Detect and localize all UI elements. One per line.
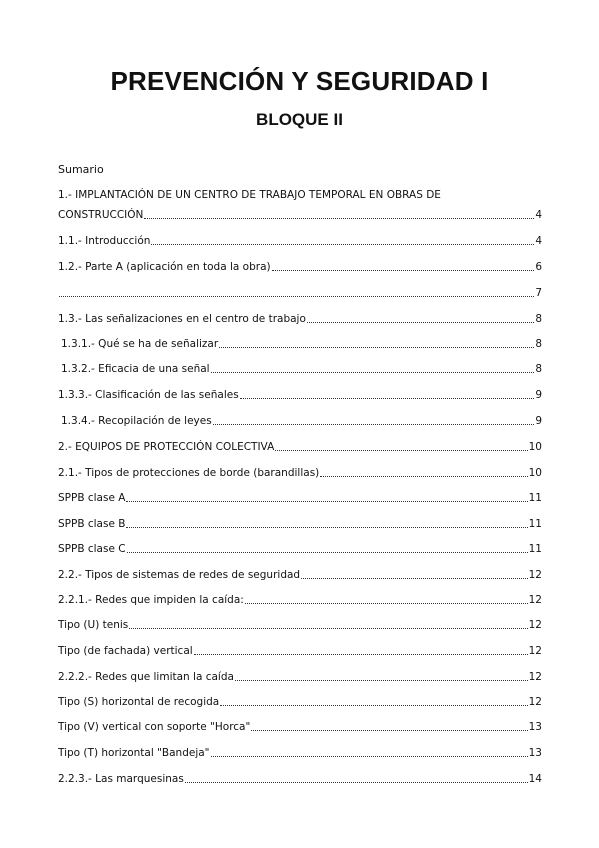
dot-leader (59, 295, 534, 297)
toc-entry-label: SPPB clase A (58, 492, 126, 504)
toc-entry-label: SPPB clase B (58, 518, 126, 530)
toc-entry-label: CONSTRUCCIÓN (58, 209, 144, 221)
toc-entry-page: 7 (535, 287, 542, 299)
toc-entry-label: Tipo (S) horizontal de recogida (58, 696, 220, 708)
toc-entry[interactable] (58, 668, 542, 684)
toc-entry-label: 2.- EQUIPOS DE PROTECCIÓN COLECTIVA (58, 441, 275, 453)
toc-entry[interactable] (58, 693, 542, 709)
toc-entry-line1[interactable]: 1.- IMPLANTACIÓN DE UN CENTRO DE TRABAJO TEMPORAL EN OBRAS DE (58, 189, 441, 201)
toc-entry-label: 1.3.4.- Recopilación de leyes (61, 415, 212, 427)
toc-entry-page: 4 (535, 209, 542, 221)
toc-entry[interactable] (58, 310, 542, 326)
toc-heading: Sumario (58, 163, 104, 176)
dot-leader (213, 423, 535, 425)
toc-entry-label: Tipo (T) horizontal "Bandeja" (58, 747, 210, 759)
dot-leader (307, 321, 534, 323)
dot-leader (219, 346, 534, 348)
toc-entry-page: 13 (528, 721, 542, 733)
toc-entry-page: 8 (535, 338, 542, 350)
toc-entry-page: 12 (528, 619, 542, 631)
dot-leader (235, 679, 528, 681)
dot-leader (251, 729, 527, 731)
dot-leader (275, 449, 527, 451)
toc-entry-page: 8 (535, 363, 542, 375)
dot-leader (272, 269, 535, 271)
document-title: PREVENCIÓN Y SEGURIDAD I (110, 66, 489, 96)
toc-entry-page: 11 (528, 543, 542, 555)
toc-entry-label: SPPB clase C (58, 543, 126, 555)
toc-entry[interactable] (58, 360, 542, 376)
toc-entry[interactable] (58, 540, 542, 556)
toc-entry-label: 2.1.- Tipos de protecciones de borde (barandillas) (58, 467, 320, 479)
dot-leader (144, 217, 534, 219)
dot-leader (129, 627, 527, 629)
toc-entry-label: 1.3.- Las señalizaciones en el centro de trabajo (58, 313, 306, 325)
toc-entry-label: 2.2.1.- Redes que impiden la caída: (58, 594, 244, 606)
toc-entry-label: Tipo (U) tenis (58, 619, 129, 631)
toc-entry-label: 2.2.2.- Redes que limitan la caída (58, 671, 234, 683)
toc-entry-page: 12 (528, 696, 542, 708)
toc-entry[interactable] (58, 258, 542, 274)
dot-leader (126, 500, 527, 502)
dot-leader (185, 781, 528, 783)
toc-entry[interactable] (58, 489, 542, 505)
toc-entry[interactable] (58, 386, 542, 402)
toc-entry[interactable] (58, 232, 542, 248)
toc-entry-label: 2.2.3.- Las marquesinas (58, 773, 184, 785)
toc-entry[interactable] (58, 412, 542, 428)
dot-leader (245, 602, 528, 604)
toc-entry-page: 11 (528, 492, 542, 504)
toc-entry-label: 1.1.- Introducción (58, 235, 151, 247)
toc-entry-page: 10 (528, 441, 542, 453)
toc-entry-page: 10 (528, 467, 542, 479)
dot-leader (126, 526, 527, 528)
toc-entry-page: 12 (528, 594, 542, 606)
toc-entry-page: 9 (535, 415, 542, 427)
dot-leader (220, 704, 527, 706)
toc-entry-page: 8 (535, 313, 542, 325)
toc-entry[interactable] (58, 515, 542, 531)
dot-leader (211, 371, 535, 373)
toc-entry-label: 1.2.- Parte A (aplicación en toda la obra) (58, 261, 271, 273)
toc-entry-label: 1.3.3.- Clasificación de las señales (58, 389, 239, 401)
toc-entry-page: 13 (528, 747, 542, 759)
dot-leader (240, 397, 535, 399)
toc-entry[interactable] (58, 744, 542, 760)
dot-leader (320, 475, 527, 477)
toc-entry[interactable] (58, 464, 542, 480)
toc-entry-label: 1.3.1.- Qué se ha de señalizar (61, 338, 219, 350)
toc-entry-page: 12 (528, 645, 542, 657)
toc-entry[interactable] (58, 206, 542, 222)
dot-leader (127, 551, 528, 553)
toc-entry-page: 4 (535, 235, 542, 247)
dot-leader (151, 243, 534, 245)
toc-entry-page: 12 (528, 569, 542, 581)
toc-entry[interactable] (58, 642, 542, 658)
toc-entry-page: 14 (528, 773, 542, 785)
toc-entry-label: Tipo (V) vertical con soporte "Horca" (58, 721, 251, 733)
toc-entry-page: 9 (535, 389, 542, 401)
dot-leader (301, 577, 528, 579)
toc-entry-page: 11 (528, 518, 542, 530)
toc-entry-label: 1.3.2.- Eficacia de una señal (61, 363, 210, 375)
toc-entry-label: Tipo (de fachada) vertical (58, 645, 193, 657)
toc-entry[interactable] (58, 718, 542, 734)
toc-entry[interactable] (58, 566, 542, 582)
document-subtitle: BLOQUE II (256, 110, 343, 129)
dot-leader (211, 755, 528, 757)
toc-entry[interactable] (58, 284, 542, 300)
toc-entry[interactable] (58, 616, 542, 632)
toc-entry-label: 2.2.- Tipos de sistemas de redes de seguridad (58, 569, 301, 581)
toc-entry[interactable] (58, 591, 542, 607)
dot-leader (194, 653, 528, 655)
toc-entry-page: 6 (535, 261, 542, 273)
toc-entry-page: 12 (528, 671, 542, 683)
toc-entry[interactable] (58, 770, 542, 786)
toc-entry[interactable] (58, 438, 542, 454)
toc-entry[interactable] (58, 335, 542, 351)
